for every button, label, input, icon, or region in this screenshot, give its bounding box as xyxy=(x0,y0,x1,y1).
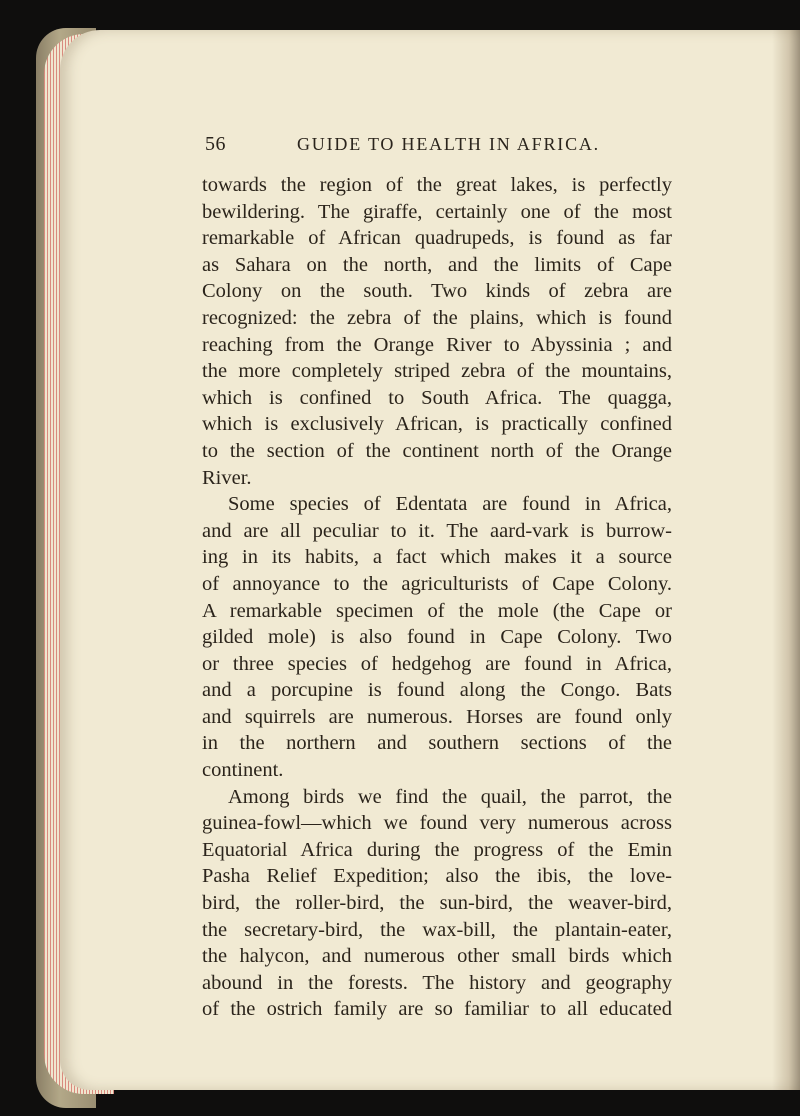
text-line: which is exclusively African, is practically confined xyxy=(202,413,672,436)
text-line: the more completely striped zebra of the mountains, xyxy=(202,360,672,383)
page-header xyxy=(205,133,665,163)
text-line: bird, the roller-bird, the sun-bird, the weaver-bird, xyxy=(202,892,672,915)
text-line: and a porcupine is found along the Congo. Bats xyxy=(202,679,672,702)
paragraph-start: Some species of Edentata are found in Africa, xyxy=(228,493,672,516)
text-line: in the northern and southern sections of the xyxy=(202,732,672,755)
text-line: reaching from the Orange River to Abyssinia ; and xyxy=(202,333,672,356)
text-line: and squirrels are numerous. Horses are found only xyxy=(202,705,672,728)
paragraph-start: Among birds we find the quail, the parrot, the xyxy=(228,785,672,808)
text-line: to the section of the continent north of the Orange xyxy=(202,439,672,462)
text-line: ing in its habits, a fact which makes it a source xyxy=(202,546,672,569)
text-line: as Sahara on the north, and the limits of Cape xyxy=(202,253,672,276)
text-line: Pasha Relief Expedition; also the ibis, the love- xyxy=(202,865,672,888)
text-line: abound in the forests. The history and geography xyxy=(202,971,672,994)
text-line: Colony on the south. Two kinds of zebra are xyxy=(202,280,672,303)
text-line: gilded mole) is also found in Cape Colony. Two xyxy=(202,626,672,649)
running-head: GUIDE TO HEALTH IN AFRICA. xyxy=(297,134,600,154)
text-line: A remarkable specimen of the mole (the Cape or xyxy=(202,599,672,622)
text-line: River. xyxy=(202,466,252,489)
text-line: of annoyance to the agriculturists of Cape Colony. xyxy=(202,572,672,595)
body-text xyxy=(202,172,672,1023)
text-line: guinea-fowl—which we found very numerous across xyxy=(202,812,672,835)
text-line: or three species of hedgehog are found in Africa, xyxy=(202,652,672,675)
text-line: towards the region of the great lakes, is perfectly xyxy=(202,174,672,196)
text-line: bewildering. The giraffe, certainly one of the most xyxy=(202,200,672,223)
text-line: remarkable of African quadrupeds, is found as far xyxy=(202,227,672,250)
page-number: 56 xyxy=(205,133,226,155)
page-gutter-shadow xyxy=(772,30,800,1090)
text-line: of the ostrich family are so familiar to all educated xyxy=(202,998,672,1021)
text-line: Equatorial Africa during the progress of the Emin xyxy=(202,838,672,861)
text-line: the halycon, and numerous other small birds which xyxy=(202,945,672,968)
text-line: which is confined to South Africa. The quagga, xyxy=(202,386,672,409)
text-line: recognized: the zebra of the plains, which is found xyxy=(202,306,672,329)
text-line: continent. xyxy=(202,759,284,782)
text-line: the secretary-bird, the wax-bill, the plantain-eater, xyxy=(202,918,672,941)
text-line: and are all peculiar to it. The aard-vark is burrow- xyxy=(202,519,672,542)
